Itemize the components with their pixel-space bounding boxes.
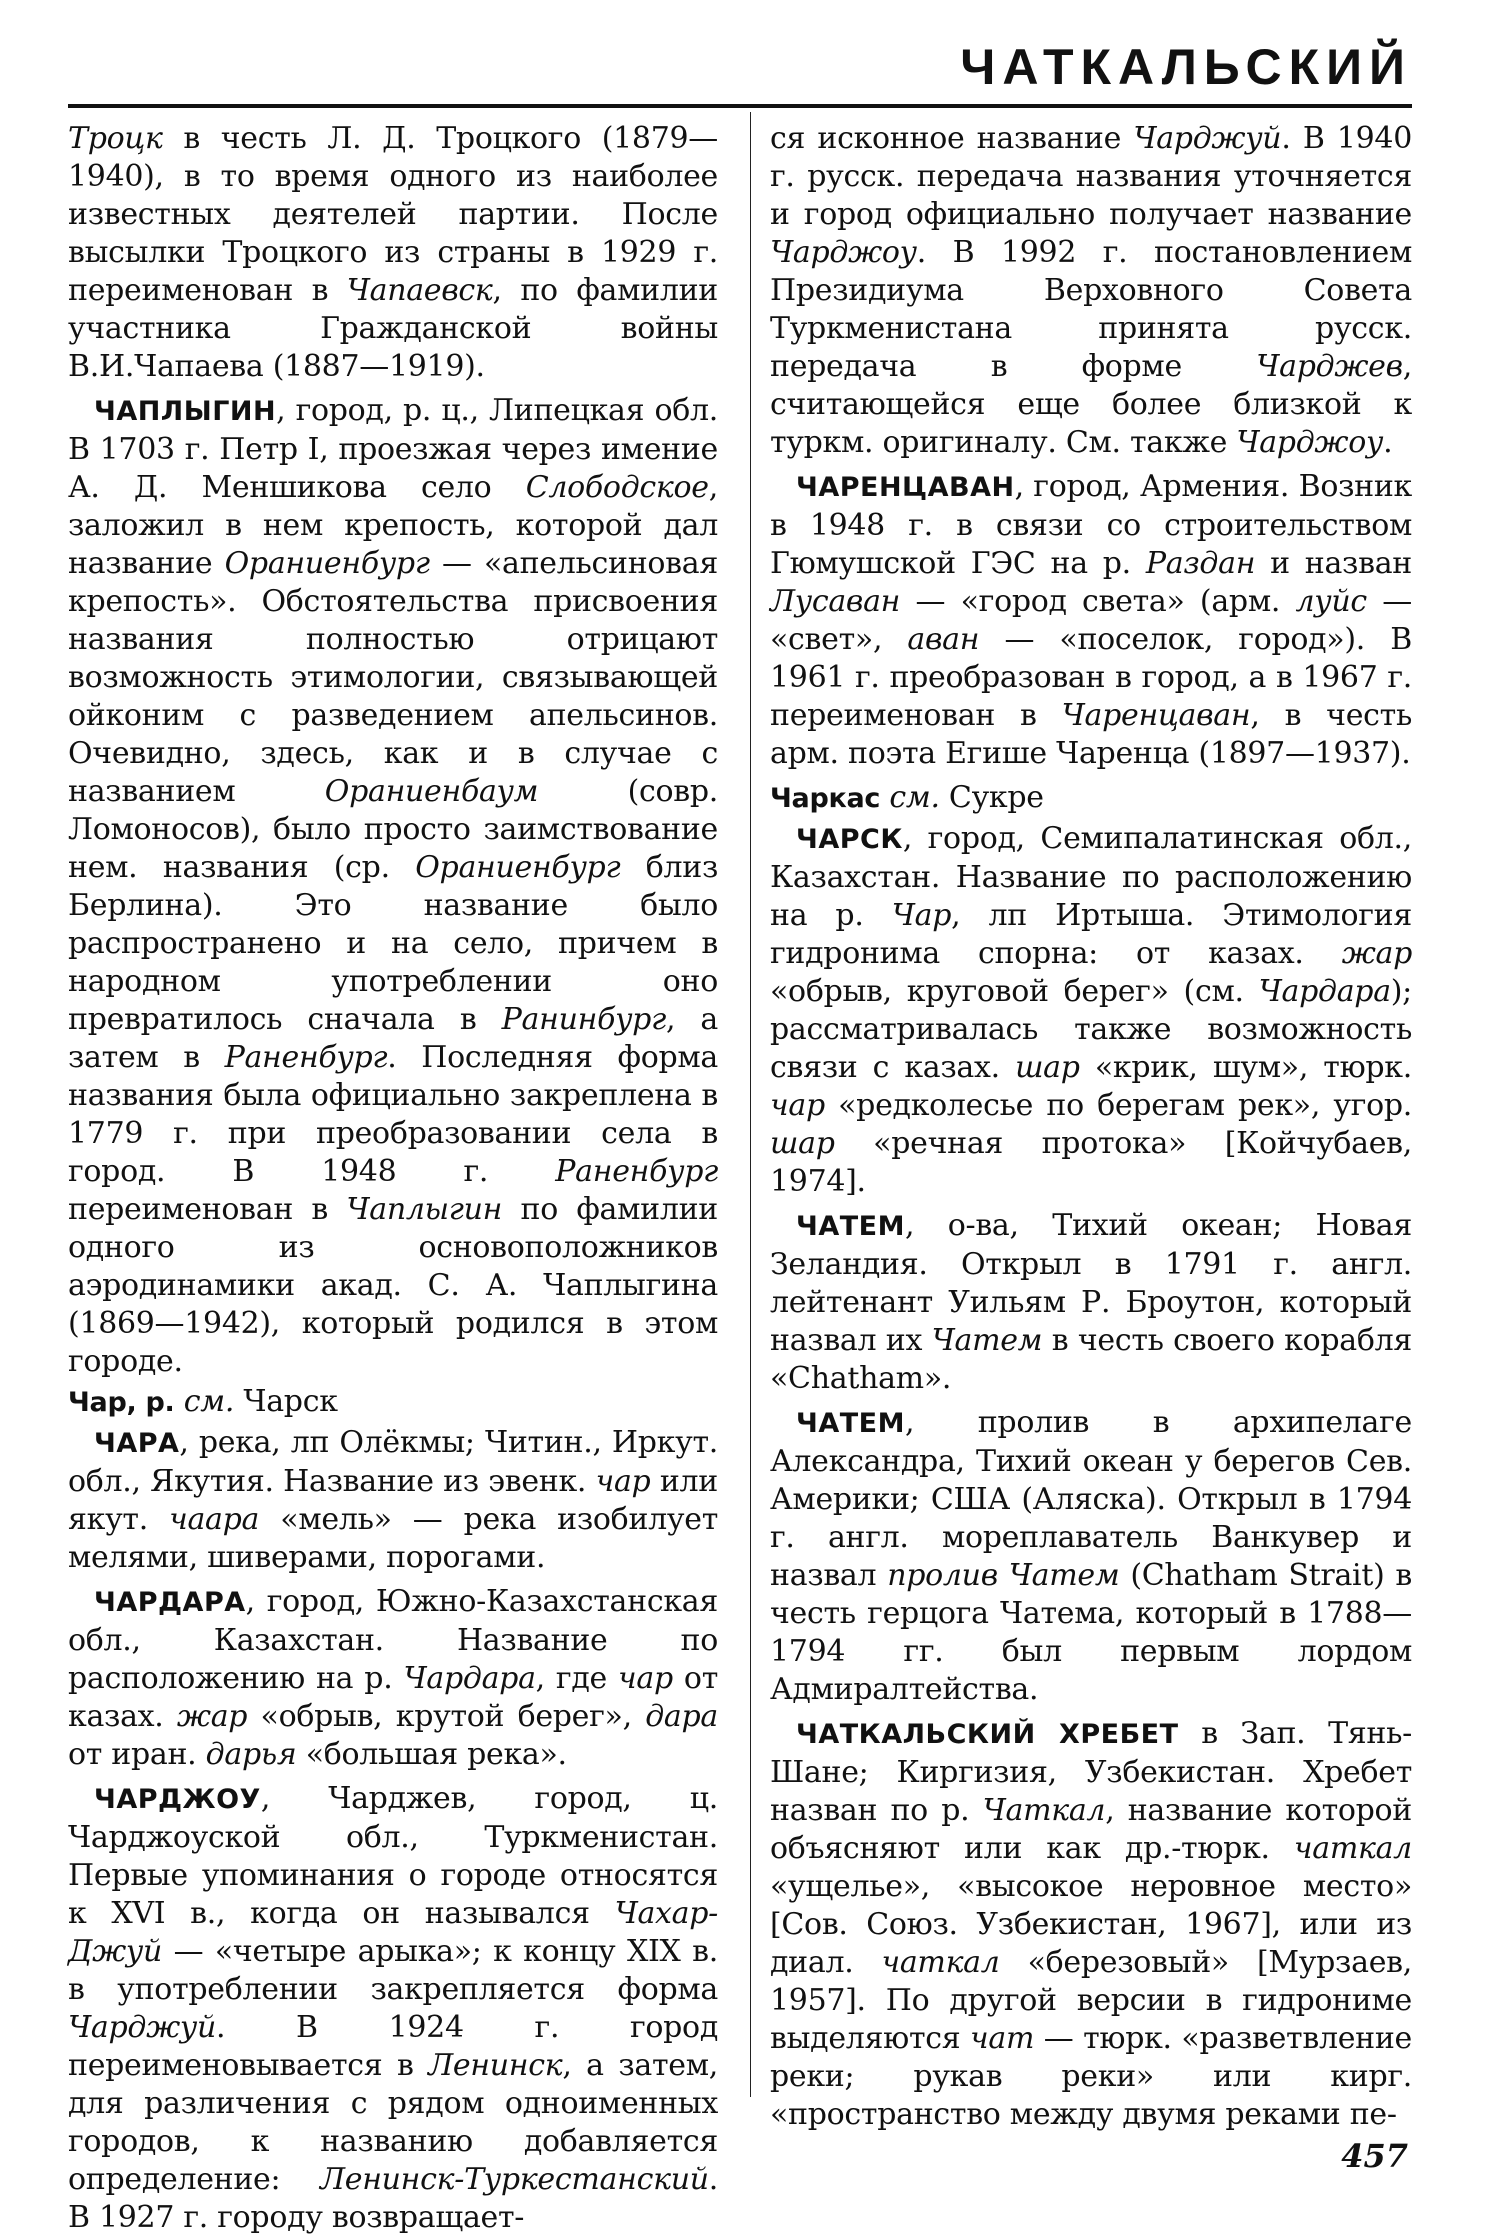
entry-headword: ЧАРСК (796, 824, 903, 855)
entry-text: — «город света» (арм. (900, 584, 1296, 619)
entry-charentsavan (770, 468, 1412, 773)
entry-chara (68, 1424, 718, 1577)
entry-text: и назван (1255, 546, 1412, 581)
entry-text: , Чарджев, город, ц. Чарджоуской обл., Туркменистан. Первые упоминания о городе относятся к XVI в., когда он назывался (68, 1781, 718, 1931)
italic-term: Чапаевск (346, 273, 493, 308)
entry-text: . В 1924 г. город переименовывается в (68, 2010, 718, 2083)
italic-term: чаара (169, 1502, 260, 1537)
italic-term: чар (770, 1088, 825, 1123)
entry-text: в честь Л. Д. Троцкого (1879—1940), в то время одного из наиболее известных деятелей партии. После высылки Троцкого из страны в 1929 г. переименован в (68, 121, 718, 308)
entry-text: , считающейся еще более близкой к туркм. оригиналу. См. также (770, 349, 1412, 460)
entry-text: от казах. (68, 1661, 718, 1734)
entry-charsk (770, 820, 1412, 1201)
italic-term: Чарджуй (1133, 121, 1282, 156)
italic-term: чат (970, 2021, 1035, 2056)
entry-text: . В 1940 г. русск. передача названия уточняется и город официально получает название (770, 121, 1413, 232)
entry-text: «обрыв, крутой берег», (247, 1699, 646, 1734)
entry-text: , где (535, 1661, 619, 1696)
entry-text: переименован в (68, 1192, 347, 1227)
italic-term: Лусаван (770, 584, 901, 619)
entry-text: в честь своего корабля «Chatham». (770, 1323, 1412, 1396)
entry-headword: ЧАРДАРА (94, 1587, 246, 1618)
entry-text: «мель» — река изобилует мелями, шиверами, порогами. (68, 1502, 719, 1575)
italic-term: Ораниенбург (224, 546, 430, 581)
entry-chardara (68, 1583, 718, 1774)
entry-text (175, 1384, 184, 1419)
italic-term: Раненбург (555, 1154, 718, 1189)
italic-term: Чардара (403, 1661, 536, 1696)
italic-term: см. (183, 1384, 235, 1419)
italic-term: Троцк (68, 121, 163, 156)
entry-text: — «апельсиновая крепость». Обстоятельства присвоения названия полностью отрицают возможность этимологии, связывающей ойконим с разведением апельсинов. Очевидно, здесь, как и в случае с названием (68, 546, 718, 809)
italic-term: Чахар-Джуй (68, 1896, 718, 1969)
italic-term: Ленинск (428, 2048, 563, 2083)
entry-text: «большая река». (296, 1737, 567, 1772)
entry-text: — «свет», (770, 584, 1413, 657)
entry-continuation (68, 120, 718, 386)
italic-term: Слободское (525, 470, 709, 505)
italic-term: Ранинбург (501, 1002, 666, 1037)
entry-text: . Последняя форма названия была официально закреплена в 1779 г. при преобразовании села в город. В 1948 г. (68, 1040, 718, 1189)
running-head: ЧАТКАЛЬСКИЙ (960, 39, 1412, 95)
italic-term: чаткал (881, 1945, 1000, 1980)
entry-text: , а затем в (68, 1002, 718, 1075)
italic-term: Ленинск-Туркестанский (320, 2162, 709, 2197)
entry-text: по фамилии одного из основоположников аэродинамики акад. С. А. Чаплыгина (1869—1942), который родился в этом городе. (68, 1192, 718, 1379)
entry-text: , заложил в нем крепость, которой дал название (68, 470, 718, 581)
entry-headword: ЧАРЕНЦАВАН (796, 472, 1015, 503)
entry-text: близ Берлина). Это название было распространено и на село, причем в народном употреблении оно превратилось сначала в (68, 850, 719, 1037)
entry-headword: ЧАТКАЛЬСКИЙ ХРЕБЕТ (796, 1719, 1179, 1750)
italic-term: см. (889, 780, 940, 815)
italic-term: Чар (891, 898, 952, 933)
entry-continuation (770, 120, 1412, 462)
italic-term: луйс (1295, 584, 1367, 619)
italic-term: Раненбург (224, 1040, 388, 1075)
entry-chaplygin (68, 392, 718, 1381)
entry-headword: ЧАТЕМ (796, 1408, 905, 1439)
italic-term: Чарджуй (68, 2010, 217, 2045)
italic-term: Чарджев (1256, 349, 1403, 384)
entry-text: , лп Иртыша. Этимология гидронима спорна: от казах. (770, 898, 1412, 971)
entry-text: «ущелье», «высокое неровное место» [Сов. Союз. Узбекистан, 1967], или из диал. (770, 1869, 1412, 1980)
entry-text: , в честь арм. поэта Егише Чаренца (1897—1937). (770, 698, 1412, 771)
entry-text: , по фамилии участника Гражданской войны В.И.Чапаева (1887—1919). (68, 273, 718, 384)
entry-text: «крик, шум», тюрк. (1079, 1050, 1412, 1085)
italic-term: чар (618, 1661, 673, 1696)
italic-term: Чатем (931, 1323, 1043, 1358)
entry-headword: ЧАРДЖОУ (94, 1784, 261, 1815)
entry-text: Чарск (234, 1384, 338, 1419)
italic-term: чаткал (1293, 1831, 1412, 1866)
column-divider (750, 112, 751, 2097)
entry-text: (Chatham Strait) в честь герцога Чатема, который в 1788—1794 гг. был первым лордом Адмиралтейства. (770, 1558, 1412, 1707)
entry-text: (совр. Ломоносов), было просто заимствование нем. названия (ср. (68, 774, 719, 885)
left-column (68, 120, 718, 2239)
entry-text: , город, Семипалатинская обл., Казахстан. Название по расположению на р. (770, 821, 1412, 933)
entry-text: , а затем, для различения с рядом одноименных городов, к названию добавляется определение: (68, 2048, 718, 2197)
entry-chatkal-range (770, 1715, 1412, 2134)
entry-text: или якут. (68, 1464, 718, 1537)
entry-headword: Чар, р. (68, 1387, 175, 1418)
italic-term: Ораниенбург (415, 850, 621, 885)
italic-term: Чаткал (982, 1793, 1106, 1828)
header-rule (68, 104, 1412, 108)
italic-term: пролив Чатем (887, 1558, 1120, 1593)
entry-headword: ЧАРА (94, 1428, 180, 1459)
italic-term: жар (176, 1699, 248, 1734)
entry-text: «речная протока» [Койчубаев, 1974]. (770, 1126, 1412, 1199)
entry-chatham-strait (770, 1404, 1412, 1709)
entry-text: . В 1927 г. городу возвращает- (68, 2162, 718, 2235)
entry-text: , город, Армения. Возник в 1948 г. в связи со строительством Гюмушской ГЭС на р. (770, 469, 1412, 581)
entry-text: «березовый» [Мурзаев, 1957]. По другой версии в гидрониме выделяются (770, 1945, 1412, 2056)
entry-text: Сукре (939, 780, 1044, 815)
page-number: 457 (1341, 2137, 1408, 2175)
italic-term: Чаренцаван (1061, 698, 1251, 733)
italic-term: Ораниенбаум (324, 774, 539, 809)
entry-text (880, 780, 889, 815)
entry-chatham-islands (770, 1207, 1412, 1398)
right-column (770, 120, 1412, 2136)
entry-headword: ЧАТЕМ (796, 1211, 905, 1242)
entry-text: — «поселок, город»). В 1961 г. преобразован в город, а в 1967 г. переименован в (770, 622, 1412, 733)
entry-text: . В 1992 г. постановлением Президиума Верховного Совета Туркменистана принята русск. передача в форме (770, 235, 1412, 384)
entry-text: , название которой объясняют или как др.-тюрк. (770, 1793, 1412, 1866)
italic-term: аван (907, 622, 980, 657)
entry-text: ); рассматривалась также возможность связи с казах. (770, 974, 1412, 1085)
italic-term: чар (595, 1464, 651, 1499)
italic-term: дарья (205, 1737, 297, 1772)
italic-term: Чардара (1258, 974, 1391, 1009)
entry-text: — тюрк. «разветвление реки; рукав реки» или кирг. «пространство между двумя реками пе- (770, 2021, 1412, 2132)
cross-reference-char (68, 1383, 718, 1422)
italic-term: Чарджоу (770, 235, 917, 270)
entry-text: ся исконное название (770, 121, 1134, 156)
entry-text: , река, лп Олёкмы; Читин., Иркут. обл., Якутия. Название из эвенк. (68, 1425, 718, 1499)
italic-term: шар (1015, 1050, 1080, 1085)
entry-text: от иран. (68, 1737, 206, 1772)
entry-text: , пролив в архипелаге Александра, Тихий океан у берегов Сев. Америки; США (Аляска). Открыл в 1794 г. англ. мореплаватель Ванкувер и назвал (770, 1405, 1412, 1593)
italic-term: дара (645, 1699, 718, 1734)
italic-term: шар (770, 1126, 835, 1161)
entry-headword: Чаркас (770, 783, 881, 814)
italic-term: жар (1341, 936, 1412, 971)
entry-text: «обрыв, круговой берег» (см. (770, 974, 1259, 1009)
entry-text: , город, Южно-Казахстанская обл., Казахстан. Название по расположению на р. (68, 1584, 718, 1696)
italic-term: Чаплыгин (346, 1192, 503, 1227)
cross-reference-charkas (770, 779, 1412, 818)
entry-chardzhou (68, 1780, 718, 2237)
entry-text: в Зап. Тянь-Шане; Киргизия, Узбекистан. Хребет назван по р. (770, 1716, 1412, 1828)
entry-text: — «четыре арыка»; к концу XIX в. в употреблении закрепляется форма (68, 1934, 718, 2007)
italic-term: Раздан (1145, 546, 1256, 581)
entry-text: . (1383, 425, 1393, 460)
entry-text: , город, р. ц., Липецкая обл. В 1703 г. Петр I, проезжая через имение А. Д. Меншикова село (68, 393, 718, 505)
entry-headword: ЧАПЛЫГИН (94, 396, 277, 427)
entry-text: , о-ва, Тихий океан; Новая Зеландия. Открыл в 1791 г. англ. лейтенант Уильям Р. Броутон, который назвал их (770, 1208, 1412, 1358)
entry-text: «редколесье по берегам рек», угор. (824, 1088, 1412, 1123)
italic-term: Чарджоу (1236, 425, 1384, 460)
